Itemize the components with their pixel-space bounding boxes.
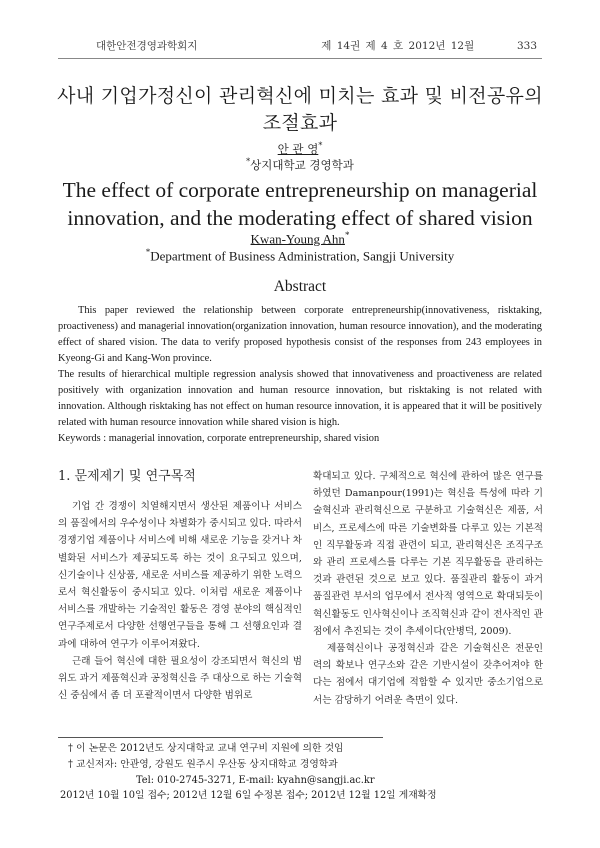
- journal-name: 대한안전경영과학회지: [96, 40, 198, 52]
- keywords: Keywords : managerial innovation, corporate entrepreneurship, shared vision: [58, 433, 380, 444]
- footnote-contact: Tel: 010-2745-3271, E-mail: kyahn@sangji.ac.kr: [136, 774, 375, 786]
- english-author: [0, 230, 600, 247]
- abstract-paragraph-1: This paper reviewed the relationship between corporate entrepreneurship(innovativeness, risktaking, proactiveness) and managerial innovation(organization innovation, human resource innovation), and the moderating effect of shared vision. The data to verify proposed hypothesis consist of the responses from 243 employees in Kyeong-Gi and Kang-Won province.: [58, 305, 542, 364]
- english-title: [40, 176, 560, 232]
- korean-author-mark: *: [318, 141, 323, 151]
- english-author-name: Kwan-Young Ahn: [250, 231, 345, 247]
- korean-title-line-1: 사내 기업가정신이 관리혁신에 미치는 효과 및 비전공유의: [57, 85, 543, 107]
- abstract-heading: Abstract: [273, 278, 327, 295]
- issue-and-page: [321, 38, 537, 53]
- korean-author: [0, 141, 600, 157]
- footnote-funding: † 이 논문은 2012년도 상지대학교 교내 연구비 지원에 의한 것임: [68, 743, 344, 754]
- body-paragraph-2: 근래 들어 혁신에 대한 필요성이 강조되면서 혁신의 범위도 과거 제품혁신과 공정혁신을 주 대상으로 하는 기술혁신 중심에서 좀 더 포괄적이면서 다양한 범위로: [58, 655, 302, 702]
- page-number: 333: [516, 40, 537, 52]
- korean-affiliation-mark: *: [246, 157, 251, 167]
- english-title-line-1: The effect of corporate entrepreneurship on managerial: [62, 178, 538, 202]
- korean-affiliation-text: 상지대학교 경영학과: [250, 158, 354, 172]
- korean-affiliation: [0, 157, 600, 173]
- abstract-paragraph-2: The results of hierarchical multiple regression analysis showed that innovativeness and proactiveness are related positively with organization innovation and human resource innovation, but risktaking is not related with innovation. Although risktaking has not effect on human resource innovation, it is appeared that it will be positively related with human resource innovation while shared vision is high.: [58, 369, 542, 428]
- english-affiliation: [0, 247, 600, 264]
- english-affiliation-text: Department of Business Administration, Sangji University: [150, 248, 455, 264]
- korean-author-name: 안 관 영: [277, 142, 319, 156]
- english-title-line-2: innovation, and the moderating effect of shared vision: [67, 206, 533, 230]
- footnotes: [60, 741, 550, 804]
- issue-info: 제 14권 제 4 호 2012년 12월: [321, 40, 475, 52]
- body-column-right: [313, 468, 543, 709]
- body-column-left: [58, 468, 302, 704]
- header-rule: [58, 58, 542, 59]
- body-paragraph-3: 제품혁신이나 공정혁신과 같은 기술혁신은 전문인력의 확보나 연구소와 같은 기반시설이 갖추어져야 한다는 점에서 대기업에 적합할 수 있지만 중소기업으로서는 감당하기 어려운 측면이 있다.: [313, 643, 543, 706]
- korean-title: [40, 83, 560, 137]
- footnote-rule: [58, 737, 383, 738]
- body-paragraph-1: 기업 간 경쟁이 치열해지면서 생산된 제품이나 서비스의 품질에서의 우수성이나 차별화가 중시되고 있다. 따라서 경쟁기업 제품이나 서비스에 비해 새로운 기능을 갖거나 차별화된 서비스가 제공되도록 하는 것이 요구되고 있으며, 신기술이나 신상품, 새로운 서비스를 제공하기 위한 노력으로서 혁신활동이 중시되고 있다. 이처럼 새로운 제품이나 서비스를 개발하는 기술적인 활동은 경영 분야의 핵심적인 연구주제로서 다양한 선행연구들을 통해 그 선행요인과 결과에 대하여 연구가 이루어져왔다.: [58, 501, 302, 650]
- submission-dates: 2012년 10월 10일 접수; 2012년 12월 6일 수정본 접수; 2012년 12월 12일 게재확정: [60, 790, 437, 802]
- running-header: [96, 38, 537, 54]
- footnote-corresponding-author: † 교신저자: 안관영, 강원도 원주시 우산동 상지대학교 경영학과: [68, 758, 338, 770]
- english-affiliation-mark: *: [145, 247, 151, 257]
- section-heading: 1. 문제제기 및 연구목적: [58, 469, 196, 484]
- abstract-body: [58, 303, 542, 447]
- body-paragraph-2-continued: 확대되고 있다. 구체적으로 혁신에 관하여 많은 연구를 하였던 Damanpour(1991)는 혁신을 특성에 따라 기술혁신과 관리혁신으로 구분하고 기술혁신은 제품, 서비스, 프로세스에 따른 기술변화를 다루고 있는 기본적인 직무활동과 직접 관련이 되고, 관리혁신은 조직구조와 관리 프로세스를 다루는 기본 직무활동을 관리하는 것과 관련된 것으로 보고 있다. 품질관리 활동이 과거 품질관련 부서의 업무에서 전사적 영역으로 확대되듯이 혁신활동도 인사혁신이나 조직혁신과 같이 전사적인 관점에서 추진되는 것이 추세이다(안병덕, 2009).: [313, 471, 543, 637]
- english-author-mark: *: [344, 230, 350, 240]
- korean-title-line-2: 조절효과: [262, 112, 338, 134]
